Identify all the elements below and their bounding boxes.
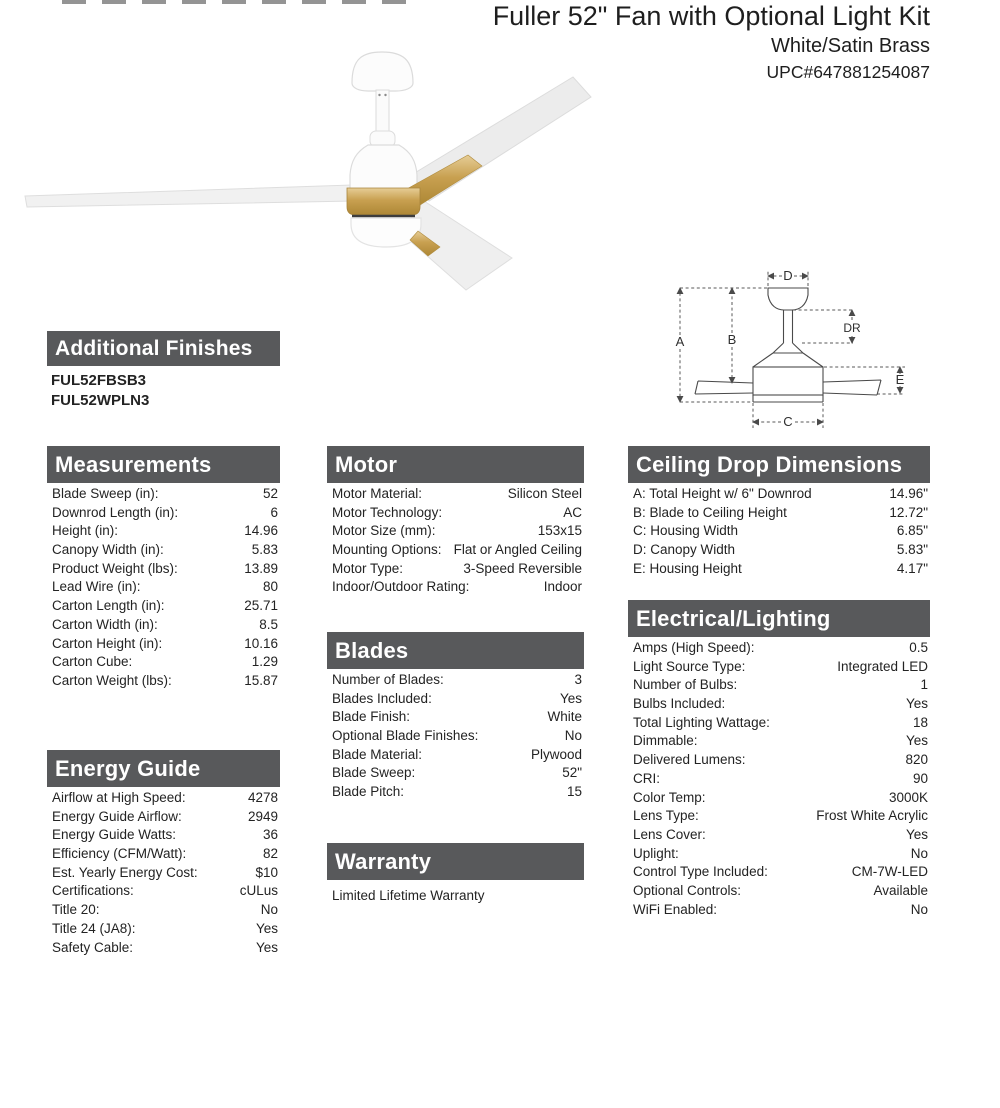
spec-label: B: Blade to Ceiling Height — [633, 504, 787, 520]
spec-rows — [47, 790, 280, 958]
spec-label: Height (in): — [52, 523, 119, 539]
spec-value: No — [564, 728, 582, 744]
product-title: Fuller 52" Fan with Optional Light Kit — [492, 1, 930, 31]
cropped-logo-remnant — [62, 0, 418, 4]
spec-value: 153x15 — [537, 523, 582, 539]
spec-label: Bulbs Included: — [633, 696, 726, 712]
spec-label: Color Temp: — [633, 789, 706, 805]
spec-row — [633, 752, 928, 771]
spec-label: Delivered Lumens: — [633, 752, 746, 768]
spec-label: Blade Sweep: — [332, 765, 416, 781]
spec-label: Lens Type: — [633, 808, 699, 824]
spec-row — [332, 728, 582, 747]
spec-row — [633, 505, 928, 524]
spec-value: No — [910, 845, 928, 861]
spec-label: Motor Type: — [332, 560, 404, 576]
spec-label: Carton Height (in): — [52, 635, 163, 651]
spec-label: Control Type Included: — [633, 864, 768, 880]
spec-row — [633, 696, 928, 715]
spec-value: 80 — [262, 579, 278, 595]
downrod-screw — [378, 94, 380, 96]
section-title: Warranty — [335, 848, 432, 874]
diagram-label-d: D — [783, 268, 793, 283]
spec-label: Number of Blades: — [332, 672, 444, 687]
spec-row — [332, 486, 582, 505]
spec-label: Blade Pitch: — [332, 784, 405, 800]
spec-label: D: Canopy Width — [633, 542, 736, 558]
section-header — [327, 632, 584, 669]
section-title: Additional Finishes — [55, 336, 253, 360]
spec-label: Motor Material: — [332, 486, 423, 501]
spec-value: 820 — [905, 752, 928, 768]
spec-row — [633, 902, 928, 921]
section-title: Motor — [335, 451, 398, 477]
spec-row — [332, 765, 582, 784]
spec-value: cULus — [239, 883, 278, 899]
spec-label: Motor Technology: — [332, 504, 443, 520]
spec-value: 4.17" — [896, 560, 928, 576]
spec-value: CM-7W-LED — [851, 864, 928, 880]
spec-value: 1.29 — [251, 654, 278, 670]
spec-label: Canopy Width (in): — [52, 542, 164, 558]
spec-value: 8.5 — [259, 616, 278, 632]
spec-value: 2949 — [247, 808, 278, 824]
spec-label: Motor Size (mm): — [332, 523, 436, 539]
spec-value: 3-Speed Reversible — [463, 560, 582, 576]
spec-row — [332, 542, 582, 561]
spec-value: 6 — [270, 504, 278, 520]
spec-row — [332, 747, 582, 766]
spec-value: 3 — [574, 672, 582, 687]
spec-rows — [327, 672, 584, 803]
product-finish: White/Satin Brass — [771, 35, 930, 57]
spec-row — [633, 790, 928, 809]
spec-value: Flat or Angled Ceiling — [453, 542, 582, 558]
spec-row — [332, 784, 582, 803]
spec-row — [52, 542, 278, 561]
spec-label: Product Weight (lbs): — [52, 560, 178, 576]
spec-row — [52, 865, 278, 884]
spec-label: Title 24 (JA8): — [52, 920, 136, 936]
spec-row — [633, 715, 928, 734]
downrod-screw — [384, 94, 386, 96]
spec-row — [633, 733, 928, 752]
spec-label: Certifications: — [52, 883, 134, 899]
spec-row — [332, 672, 582, 691]
spec-rows — [47, 486, 280, 692]
spec-row — [52, 846, 278, 865]
brass-band — [347, 188, 420, 215]
spec-value: Silicon Steel — [507, 486, 582, 501]
spec-label: Mounting Options: — [332, 542, 442, 558]
spec-value: 13.89 — [244, 560, 278, 576]
section-warranty — [327, 843, 584, 903]
diagram-label-c: C — [783, 414, 793, 429]
diagram-label-a: A — [675, 334, 685, 349]
spec-row — [52, 673, 278, 692]
spec-row — [52, 486, 278, 505]
fan-motor-housing — [350, 145, 417, 190]
spec-label: Title 20: — [52, 902, 100, 918]
section-motor — [327, 446, 584, 598]
spec-row — [633, 827, 928, 846]
spec-row — [52, 523, 278, 542]
spec-label: Est. Yearly Energy Cost: — [52, 864, 198, 880]
fan-blade-left — [25, 185, 354, 207]
spec-rows — [628, 640, 930, 920]
spec-value: 15.87 — [244, 672, 278, 688]
spec-label: Energy Guide Airflow: — [52, 808, 182, 824]
spec-label: Number of Bulbs: — [633, 677, 738, 693]
spec-row — [633, 883, 928, 902]
diagram-fan-outline — [695, 288, 881, 402]
spec-value: 10.16 — [244, 635, 278, 651]
spec-row — [633, 677, 928, 696]
spec-row — [52, 827, 278, 846]
spec-value: 6.85" — [896, 523, 928, 539]
spec-row — [52, 561, 278, 580]
spec-row — [633, 523, 928, 542]
spec-label: Downrod Length (in): — [52, 504, 179, 520]
spec-value: White — [547, 709, 582, 725]
warranty-text: Limited Lifetime Warranty — [332, 888, 485, 903]
spec-label: Dimmable: — [633, 733, 698, 749]
spec-label: Indoor/Outdoor Rating: — [332, 579, 470, 595]
spec-label: Light Source Type: — [633, 658, 746, 674]
section-header — [47, 446, 280, 483]
spec-value: Integrated LED — [837, 658, 928, 674]
section-header — [47, 331, 280, 366]
spec-value: 25.71 — [244, 598, 278, 614]
spec-row — [332, 691, 582, 710]
spec-value: AC — [563, 504, 582, 520]
spec-label: Carton Length (in): — [52, 598, 165, 614]
spec-row — [52, 636, 278, 655]
spec-row — [633, 659, 928, 678]
spec-row — [332, 523, 582, 542]
section-electrical-lighting — [628, 600, 930, 920]
spec-label: Carton Cube: — [52, 654, 133, 670]
fan-product-image — [15, 35, 615, 300]
section-header — [628, 446, 930, 483]
section-blades — [327, 632, 584, 803]
section-header — [628, 600, 930, 637]
spec-value: Plywood — [530, 746, 582, 762]
section-ceiling-drop-dimensions — [628, 446, 930, 579]
spec-value: Yes — [255, 920, 278, 936]
spec-rows — [628, 486, 930, 579]
spec-value: 4278 — [247, 790, 278, 805]
spec-row — [52, 598, 278, 617]
spec-value: 3000K — [888, 789, 928, 805]
fan-canopy — [352, 52, 413, 91]
spec-row — [633, 864, 928, 883]
spec-label: Blades Included: — [332, 690, 432, 706]
finishes-list — [47, 372, 280, 411]
spec-row — [52, 617, 278, 636]
ceiling-drop-diagram — [655, 250, 945, 440]
diagram-label-b: B — [727, 332, 737, 347]
spec-value: 0.5 — [909, 640, 928, 655]
spec-label: C: Housing Width — [633, 523, 739, 539]
spec-value: 12.72" — [889, 504, 928, 520]
spec-label: Lead Wire (in): — [52, 579, 141, 595]
spec-label: Amps (High Speed): — [633, 640, 755, 655]
spec-row — [332, 505, 582, 524]
spec-label: Uplight: — [633, 845, 679, 861]
spec-rows — [327, 486, 584, 598]
spec-label: E: Housing Height — [633, 560, 742, 576]
spec-label: Blade Material: — [332, 746, 423, 762]
spec-value: Yes — [905, 826, 928, 842]
spec-label: Optional Controls: — [633, 882, 742, 898]
spec-row — [332, 561, 582, 580]
spec-label: CRI: — [633, 770, 660, 786]
diagram-dimension-lines — [680, 271, 905, 428]
spec-row — [52, 579, 278, 598]
spec-row — [52, 883, 278, 902]
spec-label: Total Lighting Wattage: — [633, 714, 770, 730]
spec-label: Blade Finish: — [332, 709, 411, 725]
spec-value: Available — [873, 882, 928, 898]
spec-row — [633, 846, 928, 865]
section-energy-guide — [47, 750, 280, 958]
spec-row — [633, 486, 928, 505]
spec-value: 5.83" — [896, 542, 928, 558]
spec-value: $10 — [255, 864, 278, 880]
spec-value: 15 — [566, 784, 582, 800]
spec-row — [332, 709, 582, 728]
section-header — [47, 750, 280, 787]
section-header — [327, 843, 584, 880]
section-title: Electrical/Lighting — [636, 605, 831, 631]
spec-label: Optional Blade Finishes: — [332, 728, 479, 744]
spec-row — [52, 921, 278, 940]
spec-value: Yes — [255, 939, 278, 955]
light-lens — [351, 218, 421, 247]
section-header — [327, 446, 584, 483]
spec-row — [633, 542, 928, 561]
spec-label: Lens Cover: — [633, 826, 706, 842]
spec-label: Airflow at High Speed: — [52, 790, 186, 805]
spec-label: Carton Weight (lbs): — [52, 672, 172, 688]
spec-row — [332, 579, 582, 598]
section-title: Ceiling Drop Dimensions — [636, 451, 903, 477]
spec-label: A: Total Height w/ 6" Downrod — [633, 486, 812, 501]
spec-row — [52, 790, 278, 809]
spec-row — [52, 940, 278, 959]
finish-sku: FUL52WPLN3 — [51, 391, 150, 409]
section-title: Energy Guide — [55, 755, 201, 781]
spec-value: 36 — [262, 827, 278, 843]
spec-row — [52, 654, 278, 673]
spec-value: 52" — [562, 765, 582, 781]
section-title: Measurements — [55, 451, 212, 477]
spec-value: Yes — [905, 696, 928, 712]
spec-value: Yes — [559, 690, 582, 706]
section-additional-finishes — [47, 331, 280, 411]
spec-label: Carton Width (in): — [52, 616, 158, 632]
spec-value: 18 — [912, 714, 928, 730]
spec-value: 14.96 — [244, 523, 278, 539]
spec-value: 90 — [912, 770, 928, 786]
spec-row — [52, 505, 278, 524]
spec-row — [52, 902, 278, 921]
product-upc: UPC#647881254087 — [766, 62, 930, 82]
section-measurements — [47, 446, 280, 692]
spec-value: Indoor — [543, 579, 582, 595]
spec-label: Blade Sweep (in): — [52, 486, 159, 501]
spec-row — [633, 808, 928, 827]
spec-value: 82 — [262, 846, 278, 862]
spec-value: Yes — [905, 733, 928, 749]
spec-label: Efficiency (CFM/Watt): — [52, 846, 187, 862]
spec-value: 5.83 — [251, 542, 278, 558]
diagram-label-dr: DR — [843, 321, 861, 335]
finish-sku: FUL52FBSB3 — [51, 372, 147, 389]
section-title: Blades — [335, 637, 409, 663]
spec-label: Energy Guide Watts: — [52, 827, 177, 843]
spec-value: 1 — [920, 677, 928, 693]
spec-value: 14.96" — [889, 486, 928, 501]
spec-value: No — [910, 901, 928, 917]
diagram-label-e: E — [895, 372, 905, 387]
spec-row — [52, 809, 278, 828]
spec-row — [633, 771, 928, 790]
spec-label: Safety Cable: — [52, 939, 134, 955]
spec-row — [633, 561, 928, 580]
spec-value: Frost White Acrylic — [816, 808, 928, 824]
spec-row — [633, 640, 928, 659]
spec-label: WiFi Enabled: — [633, 901, 718, 917]
spec-value: No — [260, 902, 278, 918]
spec-value: 52 — [262, 486, 278, 501]
